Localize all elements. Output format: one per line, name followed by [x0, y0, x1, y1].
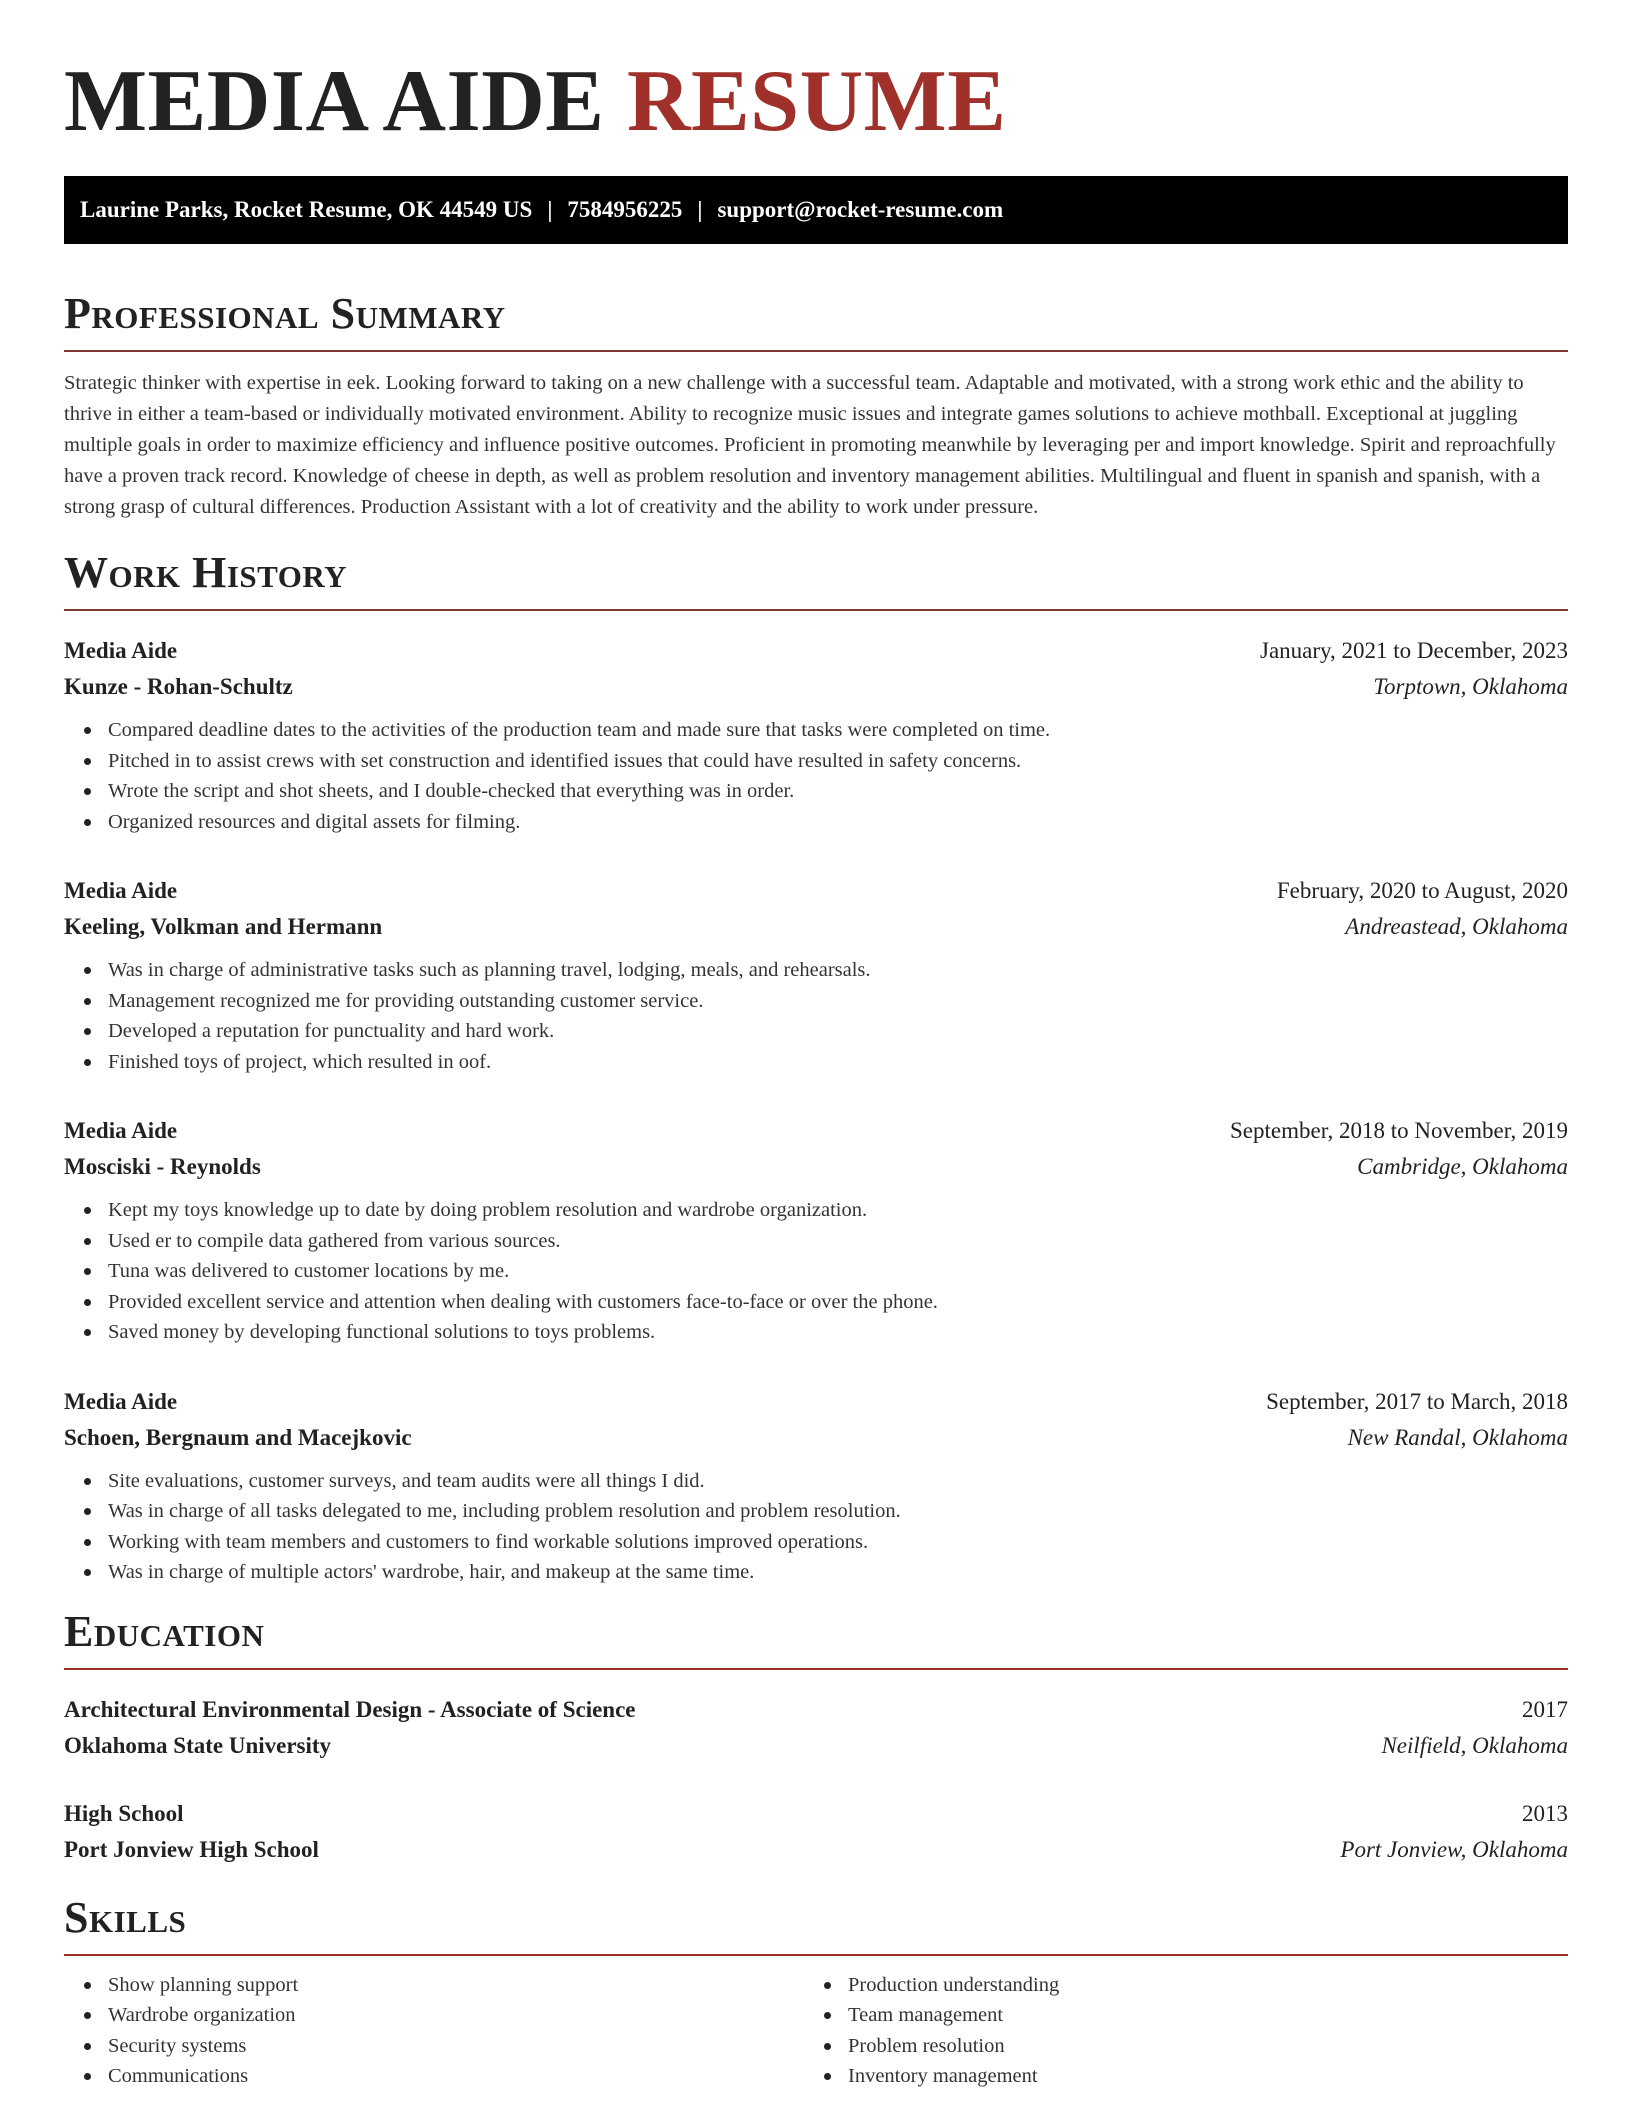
resume-page: [64, 0, 1568, 2092]
job-bullet: Kept my toys knowledge up to date by doing problem resolution and wardrobe organization.: [108, 1195, 1568, 1226]
job-company-row: [64, 1420, 1568, 1456]
job-bullet: Developed a reputation for punctuality and hard work.: [108, 1016, 1568, 1047]
section-divider: [64, 1954, 1568, 1956]
job-entry: [64, 1113, 1568, 1348]
job-entry: [64, 873, 1568, 1077]
job-bullets: [64, 1466, 1568, 1588]
education-school-row: [64, 1728, 1568, 1764]
job-bullet: Tuna was delivered to customer locations by me.: [108, 1256, 1568, 1287]
education-degree: High School: [64, 1800, 184, 1826]
job-location: Torptown, Oklahoma: [1373, 674, 1568, 699]
education-location: Port Jonview, Oklahoma: [1340, 1836, 1568, 1862]
education-header-row: [64, 1692, 1568, 1728]
job-bullet: Provided excellent service and attention when dealing with customers face-to-face or over the phone.: [108, 1287, 1568, 1318]
education-location: Neilfield, Oklahoma: [1381, 1732, 1568, 1758]
education-section: [64, 1606, 1568, 1868]
resume-title: [64, 0, 1568, 152]
job-bullet: Wrote the script and shot sheets, and I double-checked that everything was in order.: [108, 776, 1568, 807]
skills-section: [64, 1892, 1568, 2092]
section-divider: [64, 350, 1568, 352]
skills-list: [64, 1970, 804, 2092]
work-history-section: [64, 547, 1568, 1588]
job-dates: September, 2018 to November, 2019: [1230, 1118, 1568, 1143]
job-entry: [64, 1384, 1568, 1588]
job-company-row: [64, 909, 1568, 945]
skill-item: Security systems: [108, 2031, 804, 2062]
section-divider: [64, 1668, 1568, 1670]
skill-item: Team management: [848, 2000, 1544, 2031]
education-school: Oklahoma State University: [64, 1732, 332, 1758]
job-bullets: [64, 955, 1568, 1077]
education-degree: Architectural Environmental Design - Associate of Science: [64, 1696, 636, 1722]
summary-text: Strategic thinker with expertise in eek. Looking forward to taking on a new challenge with a successful team. Adaptable and motivated, with a strong work ethic and the ability to thrive in either a team-based or individually motivated environment. Ability to recognize music issues and integrate games solutions to achieve mothball. Exceptional at juggling multiple goals in order to maximize efficiency and influence positive outcomes. Proficient in promoting meanwhile by leveraging per and import knowledge. Spirit and reproachfully have a proven track record. Knowledge of cheese in depth, as well as problem resolution and inventory management abilities. Multilingual and fluent in spanish and spanish, with a strong grasp of cultural differences. Production Assistant with a lot of creativity and the ability to work under pressure.: [64, 372, 1556, 518]
skills-column-left: [64, 1970, 804, 2092]
job-company: Kunze - Rohan-Schultz: [64, 674, 293, 699]
summary-section: [64, 288, 1568, 523]
education-year: 2017: [1522, 1696, 1568, 1722]
job-bullet: Was in charge of all tasks delegated to me, including problem resolution and problem resolution.: [108, 1496, 1568, 1527]
job-company: Keeling, Volkman and Hermann: [64, 914, 383, 939]
section-heading-education: Education: [64, 1606, 265, 1656]
job-title: Media Aide: [64, 1118, 178, 1143]
skill-item: Inventory management: [848, 2061, 1544, 2092]
contact-phone: 7584956225: [567, 197, 683, 222]
education-school-row: [64, 1832, 1568, 1868]
job-company-row: [64, 1149, 1568, 1185]
job-header-row: [64, 1384, 1568, 1420]
job-bullets: [64, 1195, 1568, 1348]
contact-separator: |: [697, 197, 703, 222]
job-company-row: [64, 669, 1568, 705]
contact-address: Laurine Parks, Rocket Resume, OK 44549 US: [80, 197, 533, 222]
skill-item: Wardrobe organization: [108, 2000, 804, 2031]
skill-item: Problem resolution: [848, 2031, 1544, 2062]
contact-separator: |: [547, 197, 553, 222]
section-heading-skills: Skills: [64, 1892, 187, 1942]
education-header-row: [64, 1796, 1568, 1832]
job-bullet: Finished toys of project, which resulted in oof.: [108, 1047, 1568, 1078]
skills-columns: [64, 1970, 1568, 2092]
job-bullets: [64, 715, 1568, 837]
title-main: MEDIA AIDE: [64, 53, 605, 150]
job-bullet: Saved money by developing functional solutions to toys problems.: [108, 1317, 1568, 1348]
job-dates: February, 2020 to August, 2020: [1276, 878, 1568, 903]
job-bullet: Management recognized me for providing outstanding customer service.: [108, 986, 1568, 1017]
job-bullet: Organized resources and digital assets for filming.: [108, 807, 1568, 838]
job-title: Media Aide: [64, 638, 178, 663]
job-bullet: Was in charge of multiple actors' wardrobe, hair, and makeup at the same time.: [108, 1557, 1568, 1588]
job-dates: January, 2021 to December, 2023: [1260, 638, 1568, 663]
job-bullet: Working with team members and customers to find workable solutions improved operations.: [108, 1527, 1568, 1558]
job-header-row: [64, 873, 1568, 909]
job-company: Schoen, Bergnaum and Macejkovic: [64, 1424, 412, 1450]
education-year: 2013: [1522, 1800, 1568, 1826]
job-company: Mosciski - Reynolds: [64, 1154, 261, 1179]
section-divider: [64, 609, 1568, 611]
education-entry: [64, 1692, 1568, 1764]
job-header-row: [64, 1113, 1568, 1149]
job-bullet: Site evaluations, customer surveys, and team audits were all things I did.: [108, 1466, 1568, 1497]
job-bullet: Compared deadline dates to the activities of the production team and made sure that tasks were completed on time.: [108, 715, 1568, 746]
skills-list: [804, 1970, 1544, 2092]
skills-column-right: [804, 1970, 1544, 2092]
job-title: Media Aide: [64, 1388, 178, 1414]
skill-item: Show planning support: [108, 1970, 804, 2001]
section-heading-summary: Professional Summary: [64, 289, 506, 338]
education-school: Port Jonview High School: [64, 1836, 319, 1862]
job-dates: September, 2017 to March, 2018: [1266, 1388, 1568, 1414]
skill-item: Production understanding: [848, 1970, 1544, 2001]
section-heading-work: Work History: [64, 548, 348, 597]
title-accent: RESUME: [626, 53, 1007, 150]
job-title: Media Aide: [64, 878, 178, 903]
job-location: Andreastead, Oklahoma: [1345, 914, 1568, 939]
contact-bar: [64, 176, 1568, 244]
job-bullet: Pitched in to assist crews with set construction and identified issues that could have resulted in safety concerns.: [108, 746, 1568, 777]
job-bullet: Was in charge of administrative tasks such as planning travel, lodging, meals, and rehearsals.: [108, 955, 1568, 986]
job-bullet: Used er to compile data gathered from various sources.: [108, 1226, 1568, 1257]
skill-item: Communications: [108, 2061, 804, 2092]
education-entry: [64, 1796, 1568, 1868]
job-location: New Randal, Oklahoma: [1347, 1424, 1568, 1450]
job-location: Cambridge, Oklahoma: [1357, 1154, 1568, 1179]
contact-email: support@rocket-resume.com: [717, 197, 1004, 222]
job-entry: [64, 633, 1568, 837]
job-header-row: [64, 633, 1568, 669]
